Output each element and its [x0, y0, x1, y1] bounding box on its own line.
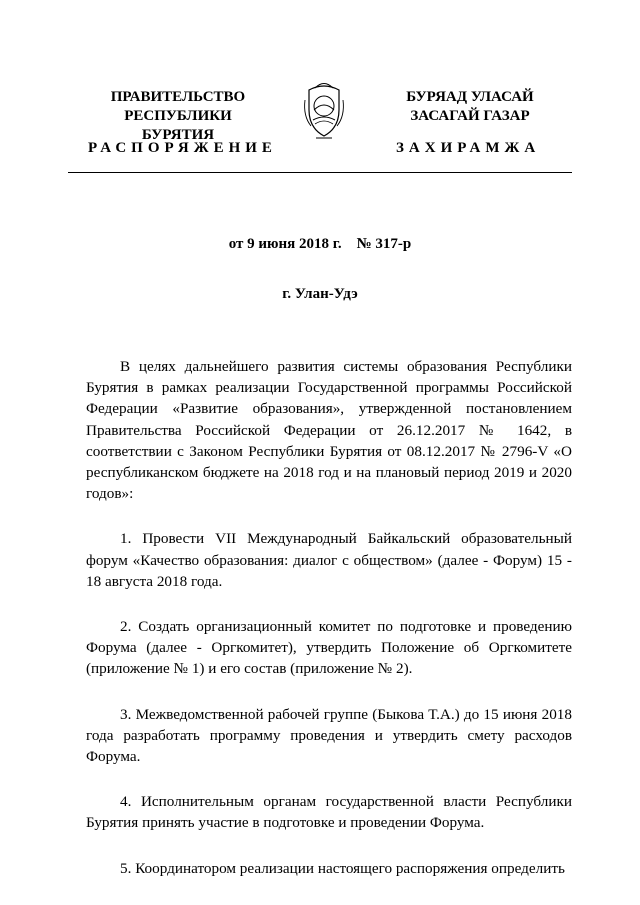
header-right [380, 88, 560, 126]
header-right-line1: БУРЯАД УЛАСАЙ [406, 89, 534, 105]
document-city: г. Улан-Удэ [282, 286, 358, 302]
header-left-line2: РЕСПУБЛИКИ БУРЯТИЯ [124, 108, 232, 143]
paragraph-preamble: В целях дальнейшего развития системы образования Республики Бурятия в рамках реализации Государственной программы Российской Федерации «Развитие образования», утвержденной постановлением Правительства Российской Федерации от 26.12.2017 № 1642, в соответствии с Законом Республики Бурятия от 08.12.2017 № 2796-V «О республиканском бюджете на 2018 год и на плановый период 2019 и 2020 годов»: [86, 358, 572, 503]
header-left [88, 88, 268, 145]
paragraph-item-3: 3. Межведомственной рабочей группе (Быкова Т.А.) до 15 июня 2018 года разработать программу проведения и утвердить смету расходов Форума. [86, 705, 572, 766]
paragraph-item-4: 4. Исполнительным органам государственной власти Республики Бурятия принять участие в подготовке и проведении Форума. [86, 793, 572, 832]
document-date: от 9 июня 2018 г. [228, 236, 342, 252]
paragraph-item-1: 1. Провести VII Международный Байкальский образовательный форум «Качество образования: диалог с обществом» (далее - Форум) 15 - 18 августа 2018 года. [86, 530, 572, 590]
document-number: № 317-р [356, 236, 412, 252]
doc-type-russian: РАСПОРЯЖЕНИЕ [88, 140, 277, 156]
document-body [86, 356, 572, 903]
header-left-line1: ПРАВИТЕЛЬСТВО [110, 89, 246, 105]
paragraph-item-2: 2. Создать организационный комитет по подготовке и проведению Форума (далее - Оргкомитет), утвердить Положение об Оргкомитете (приложение № 1) и его состав (приложение № 2). [86, 618, 572, 678]
doc-type-buryat: ЗАХИРАМЖА [396, 140, 541, 156]
header-divider [68, 172, 572, 173]
paragraph-item-5: 5. Координатором реализации настоящего распоряжения определить [120, 859, 565, 877]
header-right-line2: ЗАСАГАЙ ГАЗАР [410, 108, 530, 124]
date-number-line [0, 236, 640, 253]
coat-of-arms-emblem [301, 80, 347, 142]
